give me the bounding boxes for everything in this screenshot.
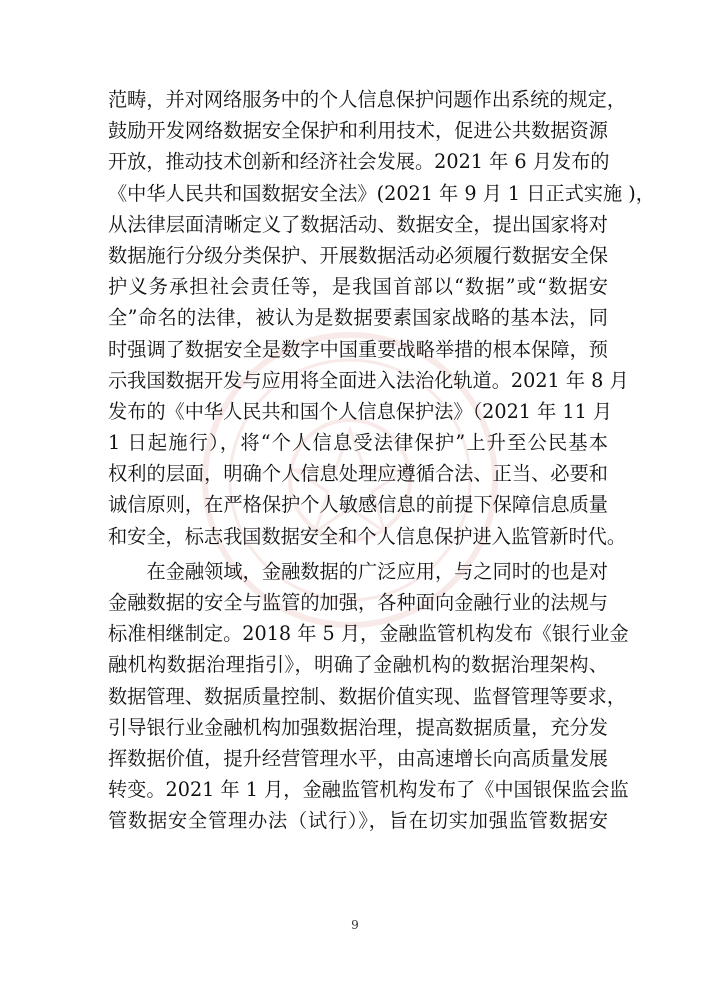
text-line: 引导银行业金融机构加强数据治理，提高数据质量，充分发 [108,715,608,739]
text-line: 开放，推动技术创新和经济社会发展。2021 年 6 月发布的 [108,150,610,174]
text-line: 时强调了数据安全是数字中国重要战略举措的根本保障，预 [108,337,608,361]
text-line: 全”命名的法律，被认为是数据要素国家战略的基本法，同 [108,306,608,330]
text-line: 示我国数据开发与应用将全面进入法治化轨道。2021 年 8 月 [108,368,629,392]
text-line: 护义务承担社会责任等，是我国首部以“数据”或“数据安 [108,275,608,299]
text-line: 转变。2021 年 1 月，金融监管机构发布了《中国银保监会监 [108,778,629,802]
text-line: 鼓励开发网络数据安全保护和利用技术，促进公共数据资源 [108,119,608,143]
text-line: 融机构数据治理指引》，明确了金融机构的数据治理架构、 [108,653,608,677]
text-line: 数据管理、数据质量控制、数据价值实现、监督管理等要求， [108,684,627,708]
text-line: 范畴，并对网络服务中的个人信息保护问题作出系统的规定， [108,88,627,111]
text-line: 管数据安全管理办法（试行）》，旨在切实加强监管数据安 [108,809,608,833]
text-line: 挥数据价值，提升经营管理水平，由高速增长向高质量发展 [108,746,608,770]
page-number: 9 [351,918,359,932]
text-line: 从法律层面清晰定义了数据活动、数据安全，提出国家将对 [108,212,608,236]
text-line: 和安全，标志我国数据安全和个人信息保护进入监管新时代。 [108,524,627,548]
text-line: 数据施行分级分类保护、开展数据活动必须履行数据安全保 [108,243,608,267]
text-line: 诚信原则，在严格保护个人敏感信息的前提下保障信息质量 [108,493,608,517]
text-line: 《中华人民共和国数据安全法》(2021 年 9 月 1 日正式实施 )， [108,181,655,205]
body-text [108,84,655,837]
text-line: 在金融领域，金融数据的广泛应用，与之同时的也是对 [108,559,608,583]
text-line: 标准相继制定。2018 年 5 月，金融监管机构发布《银行业金 [108,622,629,646]
text-line: 发布的《中华人民共和国个人信息保护法》（2021 年 11 月 [108,399,613,423]
text-line: 金融数据的安全与监管的加强，各种面向金融行业的法规与 [108,591,608,614]
text-line: 权利的层面，明确个人信息处理应遵循合法、正当、必要和 [108,462,608,486]
text-line: 1 日起施行），将“个人信息受法律保护”上升至公民基本 [108,431,608,455]
